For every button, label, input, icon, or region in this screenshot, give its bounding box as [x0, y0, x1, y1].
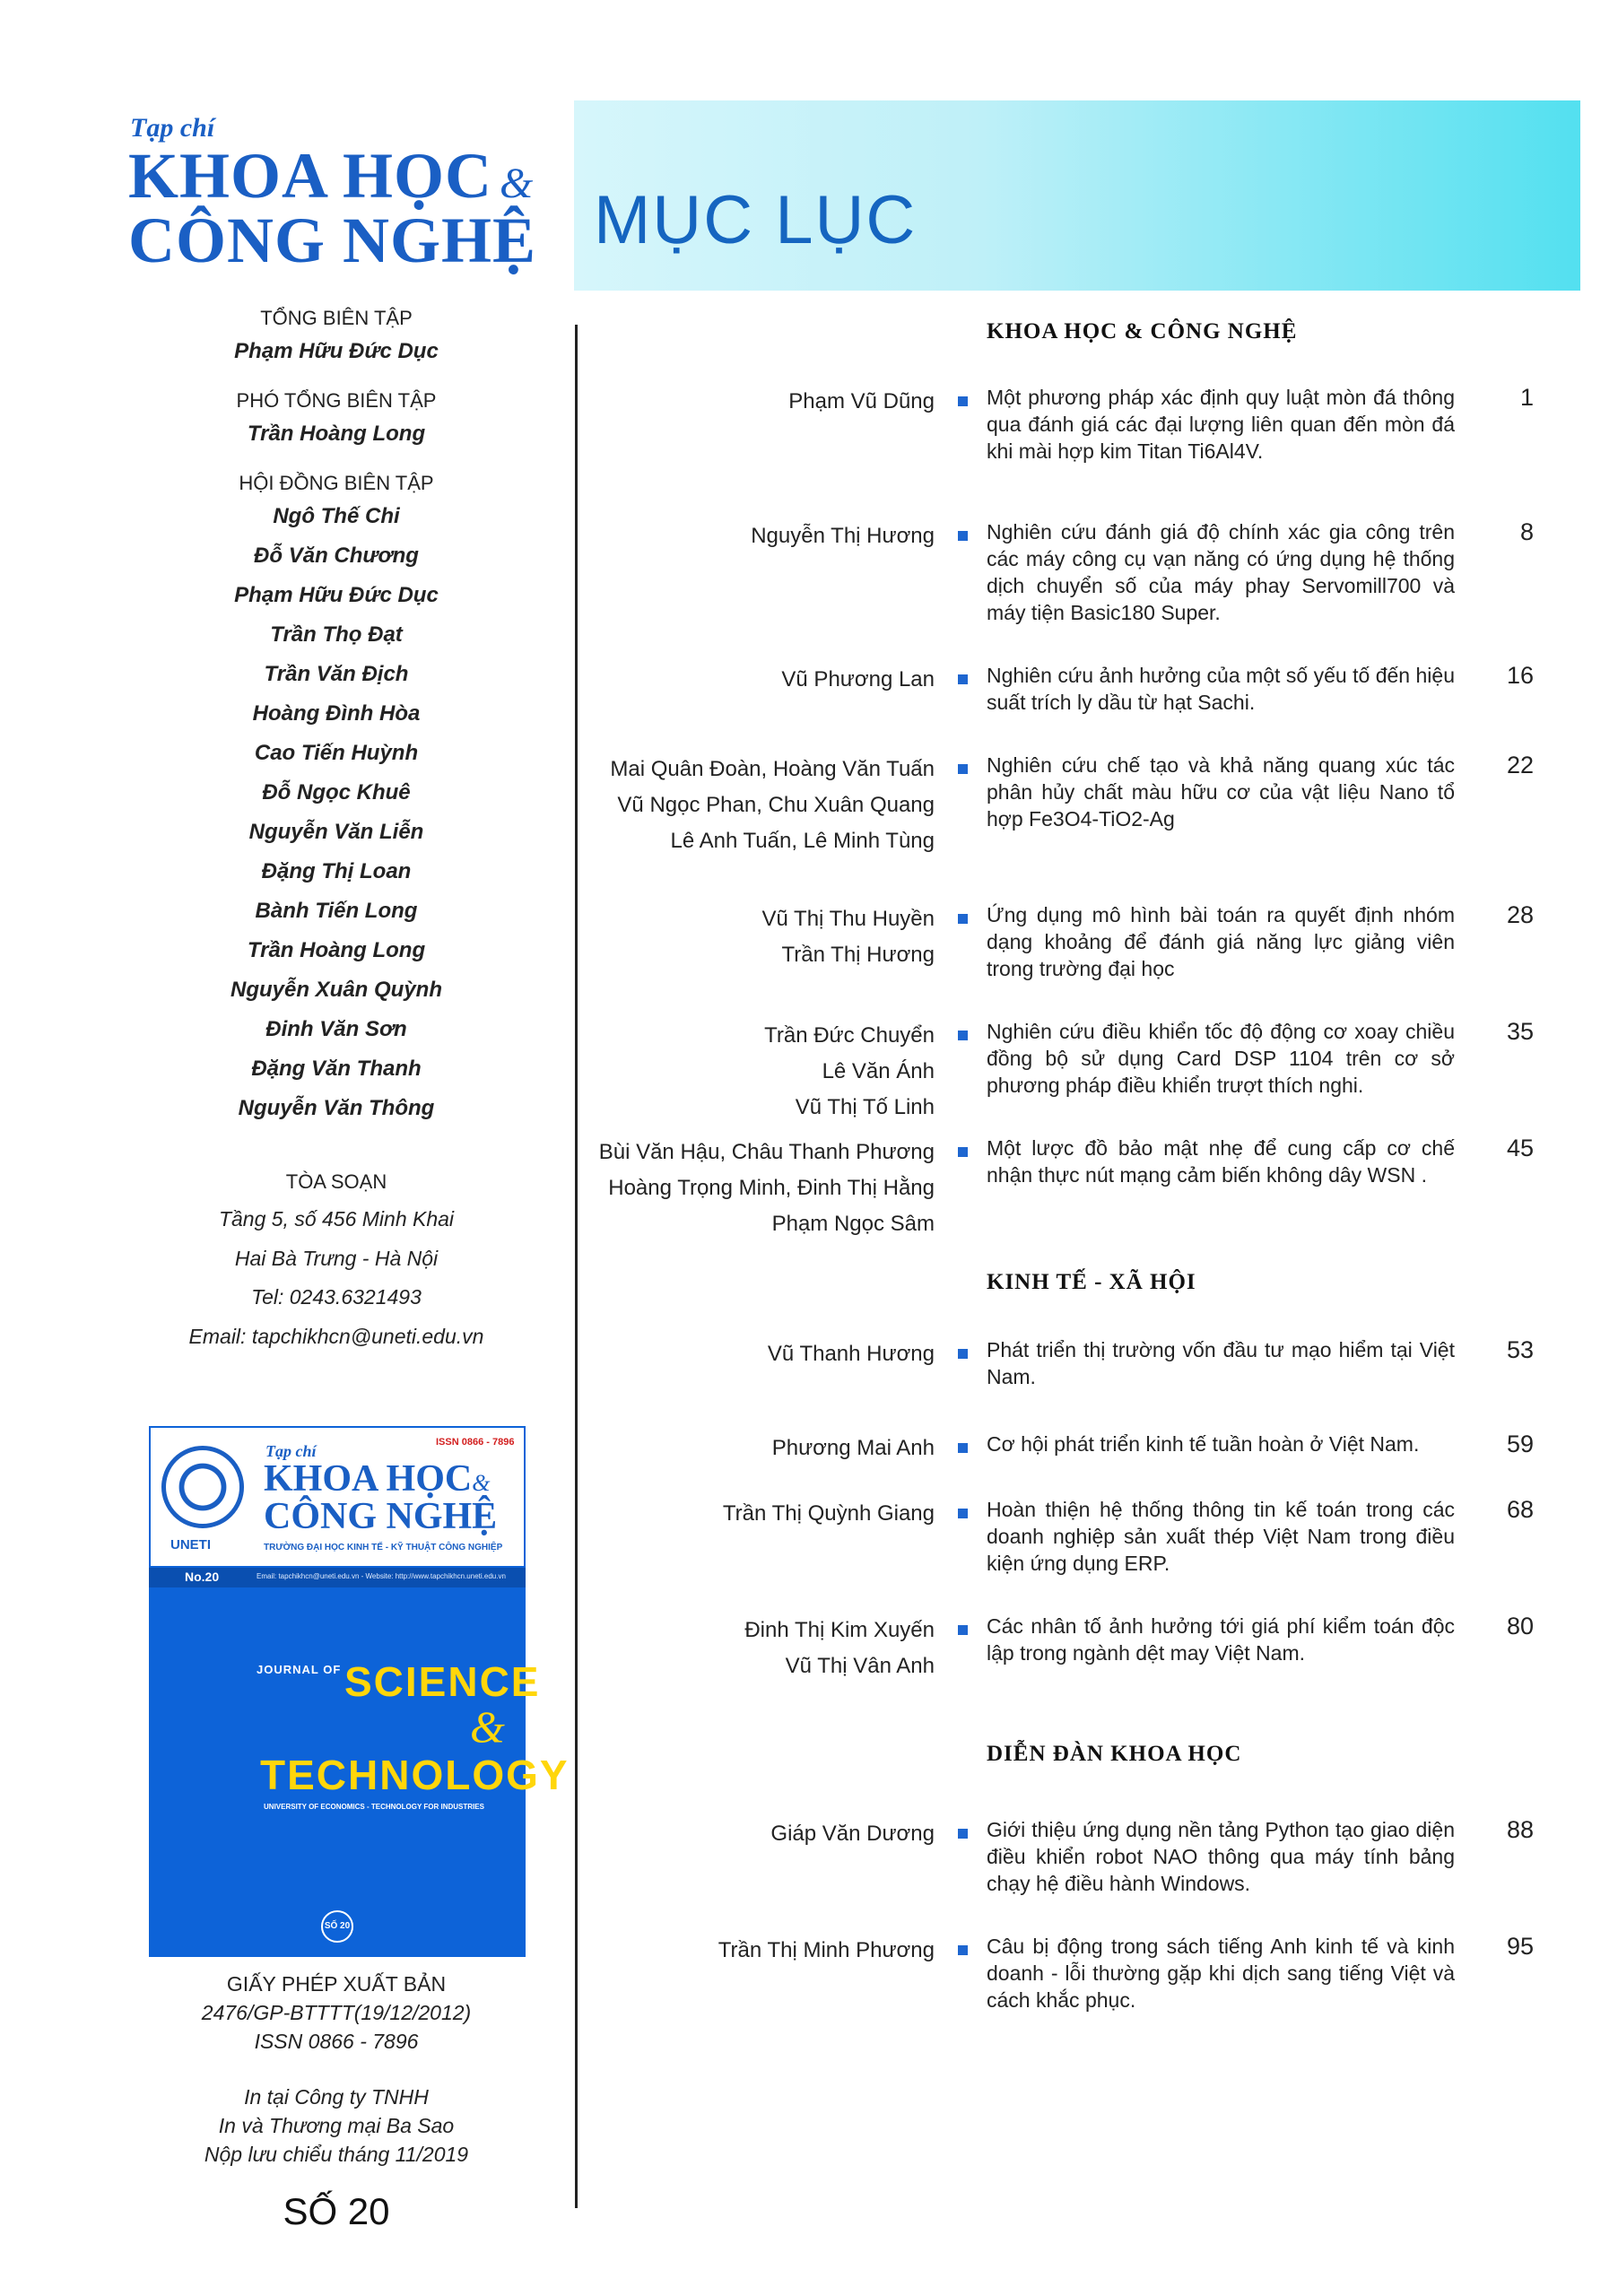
office-phone: Tel: 0243.6321493	[251, 1285, 422, 1309]
toc-author-line: Vũ Thị Thu Huyền	[761, 907, 935, 931]
square-bullet-icon	[958, 674, 968, 684]
toc-authors	[540, 901, 935, 973]
printer-line2: In và Thương mại Ba Sao	[218, 2114, 455, 2137]
toc-article-title[interactable]: Nghiên cứu đánh giá độ chính xác gia công trên các máy công cụ vạn năng có ứng dụng hệ thống dịch chuyển số của máy phay Servomill700 và máy tiện Basic180 Super.	[987, 520, 1455, 624]
toc-author-line: Trần Đức Chuyển	[764, 1023, 935, 1048]
toc-author-line: Lê Văn Ánh	[822, 1059, 935, 1083]
section-heading: KHOA HỌC & CÔNG NGHỆ	[987, 319, 1298, 344]
toc-article-title[interactable]: Nghiên cứu chế tạo và khả năng quang xúc tác phân hủy chất màu hữu cơ của vật liệu Nano tổ hợp Fe3O4-TiO2-Ag	[987, 753, 1455, 831]
board-member-name: Trần Thọ Đạt	[270, 622, 403, 647]
cover-ampersand: &	[472, 1470, 491, 1496]
section-heading: KINH TẾ - XÃ HỘI	[987, 1270, 1196, 1294]
toc-article-title[interactable]: Một phương pháp xác định quy luật mòn đá thông qua đánh giá các đại lượng liên quan đến mòn đá khi mài hợp kim Titan Ti6Al4V.	[987, 386, 1455, 463]
toc-authors	[540, 1816, 935, 1852]
toc-article-title[interactable]: Ứng dụng mô hình bài toán ra quyết định nhóm dạng khoảng để đánh giá năng lực giảng viên trong trường đại học	[987, 903, 1455, 980]
toc-author-line: Trần Thị Minh Phương	[718, 1938, 935, 1962]
cover-uneti: UNETI	[170, 1537, 211, 1552]
toc-authors	[540, 518, 935, 554]
board-member-name: Nguyễn Xuân Quỳnh	[230, 978, 442, 1002]
board-member-name: Bành Tiến Long	[255, 899, 418, 923]
toc-author-line: Vũ Phương Lan	[781, 667, 935, 691]
cover-title-line2: CÔNG NGHỆ	[264, 1496, 498, 1537]
toc-article-title[interactable]: Giới thiệu ứng dụng nền tảng Python tạo giao diện điều khiển robot NAO thông qua máy tính bảng chạy hệ điều hành Windows.	[987, 1818, 1455, 1895]
toc-page-number: 16	[1506, 662, 1534, 689]
deputy-editor-name: Trần Hoàng Long	[247, 422, 426, 446]
toc-page-number: 28	[1506, 901, 1534, 928]
square-bullet-icon	[958, 1147, 968, 1157]
toc-article-title[interactable]: Hoàn thiện hệ thống thông tin kế toán trong các doanh nghiệp sản xuất thép Việt Nam trong điều kiện ứng dụng ERP.	[987, 1498, 1455, 1575]
toc-author-line: Vũ Thị Tố Linh	[795, 1095, 935, 1119]
toc-article-title[interactable]: Nghiên cứu ảnh hưởng của một số yếu tố đến hiệu suất trích ly dầu từ hạt Sachi.	[987, 664, 1455, 714]
cover-journal-of: JOURNAL OF	[257, 1663, 342, 1676]
toc-author-line: Hoàng Trọng Minh, Đinh Thị Hằng	[608, 1176, 935, 1200]
office-address-line1: Tầng 5, số 456 Minh Khai	[218, 1207, 455, 1231]
editorial-board	[126, 305, 547, 1356]
toc-authors	[540, 662, 935, 698]
toc-author-line: Trần Thị Hương	[781, 943, 935, 967]
toc-authors	[540, 1933, 935, 1969]
column-divider	[575, 325, 578, 2208]
board-member-name: Ngô Thế Chi	[273, 504, 400, 528]
board-member-name: Cao Tiến Huỳnh	[254, 741, 419, 765]
issue-label: SỐ 20	[283, 2190, 390, 2232]
office-email: Email: tapchikhcn@uneti.edu.vn	[188, 1324, 484, 1348]
square-bullet-icon	[958, 1945, 968, 1955]
board-member-name: Đỗ Ngọc Khuê	[262, 780, 411, 804]
toc-author-line: Vũ Ngọc Phan, Chu Xuân Quang	[617, 793, 935, 817]
board-role: HỘI ĐỒNG BIÊN TẬP	[239, 472, 434, 494]
toc-page-number: 53	[1506, 1336, 1534, 1363]
toc-author-line: Phạm Ngọc Sâm	[771, 1212, 935, 1236]
board-member-name: Đinh Văn Sơn	[265, 1017, 407, 1041]
cover-ampersand-large: &	[470, 1701, 505, 1752]
cover-issue-number: No.20	[185, 1570, 220, 1584]
office-role: TÒA SOẠN	[285, 1170, 387, 1193]
toc-article-title[interactable]: Các nhân tố ảnh hưởng tới giá phí kiểm toán độc lập trong ngành dệt may Việt Nam.	[987, 1614, 1455, 1665]
toc-page-number: 95	[1506, 1933, 1534, 1960]
deputy-editor-role: PHÓ TỔNG BIÊN TẬP	[236, 389, 437, 412]
section-heading: DIỄN ĐÀN KHOA HỌC	[987, 1742, 1242, 1766]
toc-page-number: 35	[1506, 1018, 1534, 1045]
square-bullet-icon	[958, 1443, 968, 1453]
toc-author-line: Vũ Thanh Hương	[767, 1342, 935, 1366]
toc-authors	[540, 1336, 935, 1372]
toc-article-title[interactable]: Nghiên cứu điều khiển tốc độ động cơ xoay chiều đồng bộ sử dụng Card DSP 1104 trên cơ sở phương pháp điều khiển trượt thích nghi.	[987, 1020, 1455, 1097]
square-bullet-icon	[958, 764, 968, 774]
university-seal-icon	[161, 1446, 244, 1528]
cover-thumbnail	[149, 1426, 570, 1957]
toc-authors	[540, 1018, 935, 1126]
toc-author-line: Giáp Văn Dương	[770, 1822, 935, 1846]
toc-author-line: Bùi Văn Hậu, Châu Thanh Phương	[598, 1140, 935, 1164]
toc-page-number: 80	[1506, 1613, 1534, 1639]
toc-article-title[interactable]: Phát triển thị trường vốn đầu tư mạo hiểm tại Việt Nam.	[987, 1338, 1455, 1388]
license-label: GIẤY PHÉP XUẤT BẢN	[226, 1972, 447, 1996]
board-member-name: Trần Hoàng Long	[247, 938, 426, 962]
cover-subtitle: TRƯỜNG ĐẠI HỌC KINH TẾ - KỸ THUẬT CÔNG NGHIỆP	[264, 1543, 503, 1552]
editor-in-chief-name: Phạm Hữu Đức Dục	[234, 339, 439, 363]
toc-page-number: 1	[1519, 384, 1534, 411]
square-bullet-icon	[958, 1031, 968, 1040]
toc-authors	[540, 752, 935, 859]
toc-author-line: Phạm Vũ Dũng	[788, 389, 935, 413]
board-member-name: Trần Văn Địch	[264, 662, 409, 686]
toc-page-number: 88	[1506, 1816, 1534, 1843]
toc-page-number: 59	[1506, 1431, 1534, 1457]
board-member-name: Nguyễn Văn Liễn	[248, 820, 424, 844]
cover-kicker: Tạp chí	[265, 1442, 317, 1460]
square-bullet-icon	[958, 1509, 968, 1518]
toc-authors	[540, 1613, 935, 1684]
logo-kicker: Tạp chí	[130, 113, 215, 143]
publishing-info	[126, 1970, 547, 2169]
toc-authors	[540, 384, 935, 420]
logo-title-line2: CÔNG NGHỆ	[128, 204, 537, 276]
toc-page-number: 45	[1506, 1135, 1534, 1161]
logo-ampersand: &	[500, 160, 535, 207]
toc-authors	[540, 1431, 935, 1466]
toc-author-line: Nguyễn Thị Hương	[751, 524, 935, 548]
board-member-list	[126, 497, 547, 1128]
square-bullet-icon	[958, 1625, 968, 1635]
deposit-date: Nộp lưu chiểu tháng 11/2019	[204, 2143, 469, 2166]
square-bullet-icon	[958, 1349, 968, 1359]
logo-word-khoa-hoc: KHOA HỌC	[128, 140, 493, 212]
toc-author-line: Mai Quân Đoàn, Hoàng Văn Tuấn	[610, 757, 935, 781]
license-number: 2476/GP-BTTTT(19/12/2012)	[201, 2001, 472, 2024]
board-member-name: Đỗ Văn Chương	[254, 544, 419, 568]
cover-contact: Email: tapchikhcn@uneti.edu.vn - Website: http://www.tapchikhcn.uneti.edu.vn	[257, 1572, 506, 1580]
toc-article-title[interactable]: Câu bị động trong sách tiếng Anh kinh tế và kinh doanh - lỗi thường gặp khi dịch sang tiếng Việt và cách khắc phục.	[987, 1935, 1455, 2012]
logo-title-line1	[128, 140, 535, 212]
toc-author-line: Lê Anh Tuấn, Lê Minh Tùng	[670, 829, 935, 853]
board-member-name: Đặng Thị Loan	[261, 859, 412, 883]
toc-page-number: 68	[1506, 1496, 1534, 1523]
square-bullet-icon	[958, 531, 968, 541]
cover-science: SCIENCE	[344, 1658, 541, 1705]
board-member-name: Nguyễn Văn Thông	[238, 1096, 435, 1120]
cover-word-khoa-hoc: KHOA HỌC	[264, 1458, 473, 1500]
toc-author-line: Trần Thị Quỳnh Giang	[722, 1501, 935, 1526]
toc-authors	[540, 1135, 935, 1242]
board-member-name: Đặng Văn Thanh	[251, 1057, 422, 1081]
toc-author-line: Vũ Thị Vân Anh	[785, 1654, 935, 1678]
toc-article-title[interactable]: Cơ hội phát triển kinh tế tuần hoàn ở Việt Nam.	[987, 1432, 1420, 1456]
cover-university: UNIVERSITY OF ECONOMICS - TECHNOLOGY FOR INDUSTRIES	[264, 1803, 484, 1811]
printer-line1: In tại Công ty TNHH	[244, 2085, 429, 2109]
cover-title-line1	[264, 1460, 490, 1498]
toc-page-number: 22	[1506, 752, 1534, 778]
toc-author-line: Đinh Thị Kim Xuyến	[744, 1618, 935, 1642]
cover-technology: TECHNOLOGY	[260, 1752, 570, 1798]
cover-issue-badge: SỐ 20	[321, 1910, 353, 1943]
square-bullet-icon	[958, 914, 968, 924]
toc-page-number: 8	[1519, 518, 1534, 545]
toc-authors	[540, 1496, 935, 1532]
square-bullet-icon	[958, 396, 968, 406]
toc-article-title[interactable]: Một lược đồ bảo mật nhẹ để cung cấp cơ chế nhận thực nút mạng cảm biến không dây WSN .	[987, 1136, 1455, 1187]
board-member-name: Hoàng Đình Hòa	[252, 701, 421, 726]
square-bullet-icon	[958, 1829, 968, 1839]
board-member-name: Phạm Hữu Đức Dục	[234, 583, 439, 607]
contents-title: MỤC LỤC	[594, 182, 918, 258]
cover-issn: ISSN 0866 - 7896	[436, 1437, 515, 1448]
toc-author-line: Phương Mai Anh	[771, 1436, 935, 1460]
editor-in-chief-role: TỔNG BIÊN TẬP	[260, 307, 413, 329]
office-address-line2: Hai Bà Trưng - Hà Nội	[234, 1246, 439, 1270]
issn-number: ISSN 0866 - 7896	[254, 2030, 419, 2053]
